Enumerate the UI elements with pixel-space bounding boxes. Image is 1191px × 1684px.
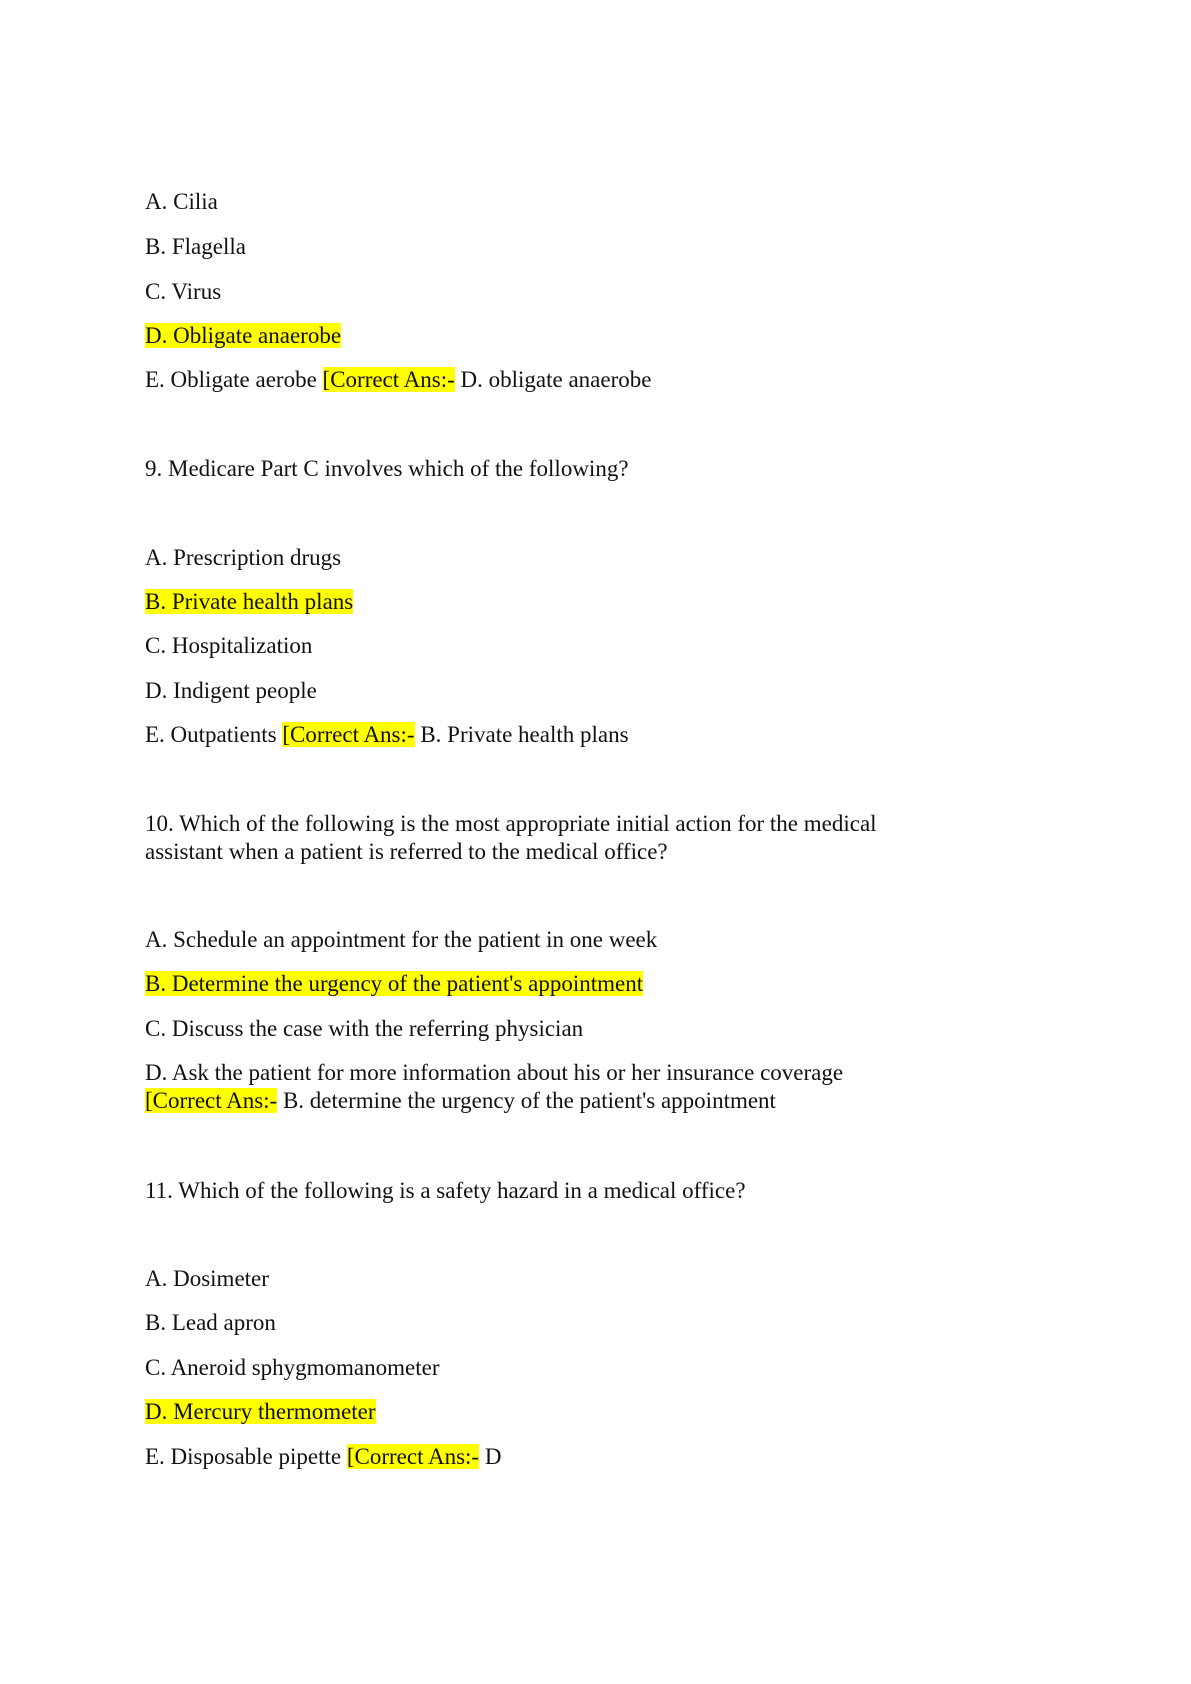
correct-answer-tag: [Correct Ans:- [282, 722, 415, 747]
highlighted-answer: D. Mercury thermometer [145, 1399, 376, 1424]
option-e-text: E. Disposable pipette [145, 1444, 347, 1469]
option-a: A. Prescription drugs [145, 545, 342, 570]
option-b-correct [145, 588, 353, 616]
option-d: D. Indigent people [145, 678, 317, 703]
option-d-correct [145, 1398, 376, 1426]
correct-answer-text: D. obligate anaerobe [454, 367, 652, 392]
option-d-correct [145, 322, 341, 350]
option-e [145, 1443, 501, 1471]
highlighted-answer: D. Obligate anaerobe [145, 323, 342, 348]
option-c: C. Virus [145, 279, 222, 304]
option-b: B. Flagella [145, 234, 246, 259]
correct-answer-tag: [Correct Ans:- [145, 1088, 278, 1113]
correct-answer-tag: [Correct Ans:- [346, 1444, 480, 1469]
question-text: 9. Medicare Part C involves which of the following? [145, 456, 629, 481]
option-c: C. Hospitalization [145, 633, 313, 658]
option-e-text: E. Outpatients [145, 722, 283, 747]
correct-answer-line [145, 1087, 776, 1115]
option-a: A. Cilia [145, 189, 218, 214]
highlighted-answer: B. Private health plans [145, 589, 354, 614]
correct-answer-text: D [479, 1444, 502, 1469]
option-a: A. Dosimeter [145, 1266, 269, 1291]
highlighted-answer: B. Determine the urgency of the patient's appointment [145, 971, 644, 996]
correct-answer-text: B. Private health plans [414, 722, 629, 747]
option-b: B. Lead apron [145, 1310, 276, 1335]
option-c: C. Discuss the case with the referring physician [145, 1016, 584, 1041]
question-text: 11. Which of the following is a safety hazard in a medical office? [145, 1178, 746, 1203]
question-text-line1: 10. Which of the following is the most appropriate initial action for the medical [145, 811, 877, 836]
correct-answer-tag: [Correct Ans:- [322, 367, 455, 392]
option-b-correct [145, 970, 643, 998]
option-c: C. Aneroid sphygmomanometer [145, 1355, 440, 1380]
option-e [145, 721, 629, 749]
option-e-text: E. Obligate aerobe [145, 367, 323, 392]
option-a: A. Schedule an appointment for the patient in one week [145, 927, 658, 952]
option-d: D. Ask the patient for more information about his or her insurance coverage [145, 1060, 844, 1085]
question-text-line2: assistant when a patient is referred to the medical office? [145, 839, 668, 864]
correct-answer-text: B. determine the urgency of the patient's appointment [277, 1088, 776, 1113]
option-e [145, 366, 651, 394]
